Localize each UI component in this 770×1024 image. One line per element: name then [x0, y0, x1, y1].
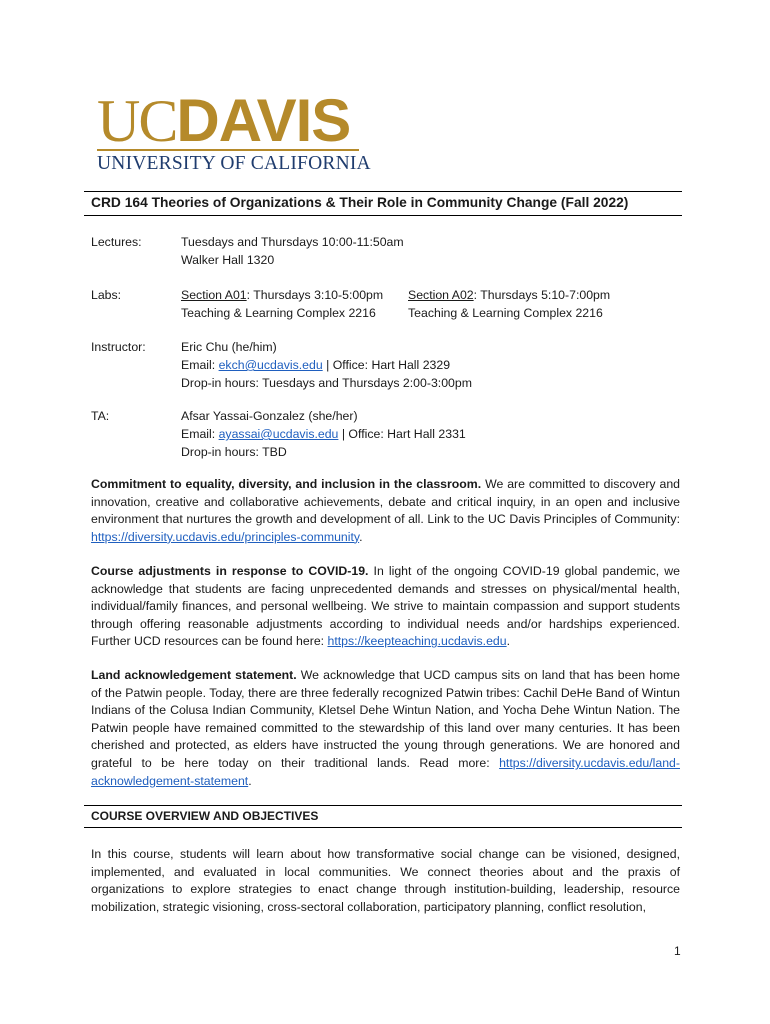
land-body: We acknowledge that UCD campus sits on land that has been home of the Patwin people. Today, there are three federally recognized Patwin tribes: Cachil DeHe Band of Wintun Indians of the Colusa Indian Community, Kletsel Dehe Wintun Nation, and Yocha Dehe Wintun Nation. The Patwin people have remained committed to the stewardship of this land over many centuries. It has been cherished and protected, as elders have instructed the young through generations. We are honored and grateful to be here today on their traditional lands. Read more:	[91, 668, 680, 770]
labs-label: Labs:	[91, 288, 122, 302]
logo-wordmark	[97, 87, 362, 154]
ta-email-prefix: Email:	[181, 427, 219, 441]
commitment-heading: Commitment to equality, diversity, and inclusion in the classroom.	[91, 477, 482, 491]
instructor-hours: Drop-in hours: Tuesdays and Thursdays 2:00-3:00pm	[181, 376, 472, 390]
logo-university: UNIVERSITY OF CALIFORNIA	[97, 153, 371, 174]
commitment-end: .	[359, 529, 363, 544]
lab-a01-location: Teaching & Learning Complex 2216	[181, 306, 376, 320]
lab-a01-section: Section A01	[181, 288, 247, 302]
instructor-email-link[interactable]: ekch@ucdavis.edu	[218, 358, 323, 372]
covid-paragraph	[91, 563, 680, 651]
principles-community-link[interactable]: https://diversity.ucdavis.edu/principles-community	[91, 529, 360, 544]
instructor-label: Instructor:	[91, 340, 146, 354]
instructor-details	[181, 338, 472, 392]
land-acknowledgement-link[interactable]: https://diversity.ucdavis.edu/land-acknowledgement-statement	[91, 755, 680, 788]
ta-office: | Office: Hart Hall 2331	[338, 427, 466, 441]
lab-a02	[408, 286, 610, 322]
ta-label: TA:	[91, 409, 110, 423]
covid-end: .	[506, 634, 511, 649]
overview-section-bar	[84, 805, 682, 828]
logo-davis: DAVIS	[176, 87, 351, 154]
instructor-email-prefix: Email:	[181, 358, 219, 372]
ta-name: Afsar Yassai-Gonzalez (she/her)	[181, 409, 358, 423]
ta-hours: Drop-in hours: TBD	[181, 445, 287, 459]
lab-a02-section: Section A02	[408, 288, 474, 302]
commitment-body: We are committed to discovery and innovation, creative and collaborative achievements, debate and critical inquiry, in an open and inclusive environment that nurtures the growth and development of all. Link to the UC Davis Principles of Community:	[91, 477, 680, 527]
overview-heading: COURSE OVERVIEW AND OBJECTIVES	[91, 809, 319, 823]
overview-paragraph: In this course, students will learn about how transformative social change can be visioned, designed, implemented, and evaluated in local communities. We connect theories about and the praxis of organizations to explore strategies to enact change through institution-building, leadership, resource mobilization, strategic visioning, cross-sectoral collaboration, participatory planning, conflict resolution,	[91, 847, 680, 914]
lectures-time: Tuesdays and Thursdays 10:00-11:50am	[181, 235, 404, 249]
course-title-bar	[84, 191, 682, 216]
covid-body: In light of the ongoing COVID-19 global pandemic, we acknowledge that students are facing unprecedented demands and stresses on physical/mental health, individual/family finances, and personal wellbeing. We strive to maintain compassion and support students through offering reasonable adjustments according to individual needs and/or hardships experienced. Further UCD resources can be found here:	[91, 564, 680, 649]
logo-uc: UC	[97, 88, 177, 154]
course-title: CRD 164 Theories of Organizations & Their Role in Community Change (Fall 2022)	[91, 195, 629, 210]
lectures-location: Walker Hall 1320	[181, 253, 275, 267]
land-heading: Land acknowledgement statement.	[91, 668, 297, 682]
land-paragraph	[91, 667, 680, 790]
commitment-paragraph	[91, 476, 680, 546]
lab-a02-time: : Thursdays 5:10-7:00pm	[473, 288, 611, 302]
lectures-label: Lectures:	[91, 235, 142, 249]
ta-email-link[interactable]: ayassai@ucdavis.edu	[218, 427, 339, 441]
lab-a01	[181, 286, 383, 322]
page-number: 1	[674, 944, 681, 958]
instructor-office: | Office: Hart Hall 2329	[322, 358, 451, 372]
ta-details	[181, 407, 466, 461]
covid-heading: Course adjustments in response to COVID-19.	[91, 564, 369, 578]
keepteaching-link[interactable]: https://keepteaching.ucdavis.edu	[327, 634, 507, 649]
lab-a02-location: Teaching & Learning Complex 2216	[408, 306, 603, 320]
lab-a01-time: : Thursdays 3:10-5:00pm	[246, 288, 384, 302]
uc-davis-logo	[97, 87, 371, 175]
instructor-name: Eric Chu (he/him)	[181, 340, 277, 354]
lectures-details	[181, 233, 404, 269]
land-end: .	[248, 773, 252, 788]
